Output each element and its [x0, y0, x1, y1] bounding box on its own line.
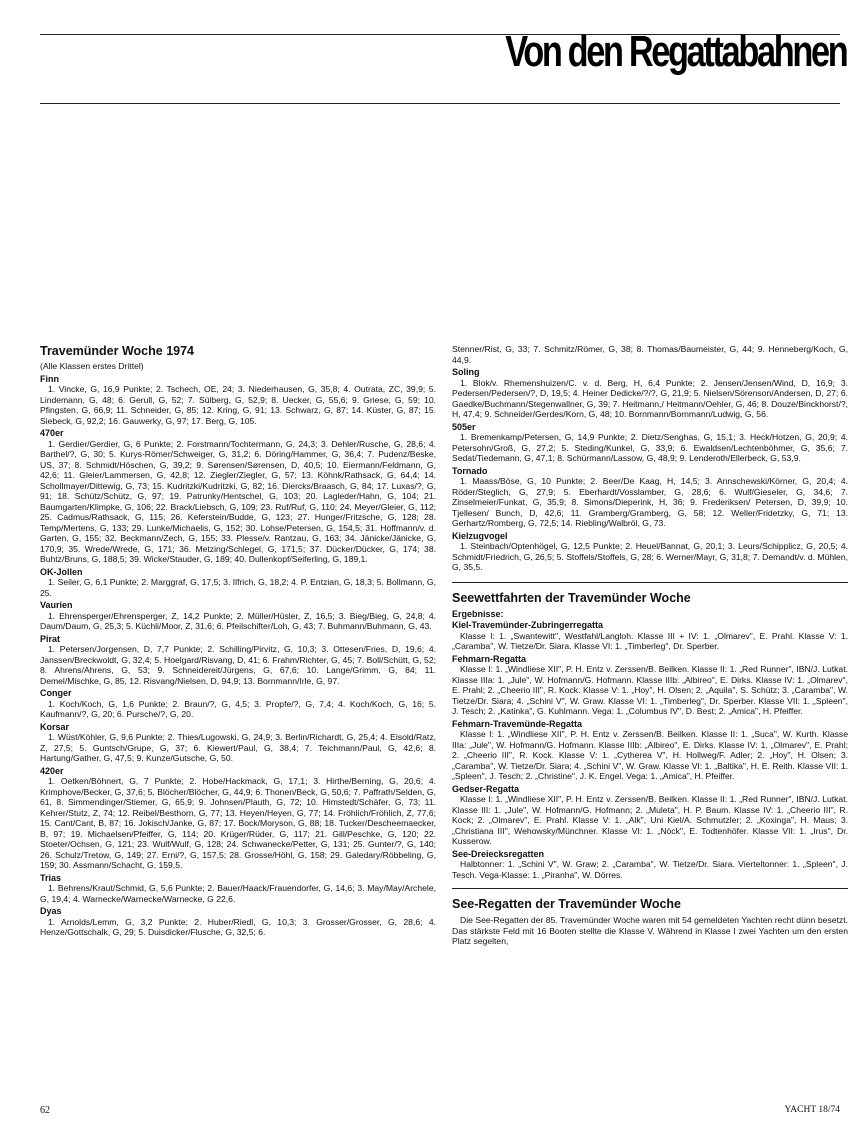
article-subtitle: (Alle Klassen erstes Drittel)	[40, 361, 144, 371]
section-title-see-regatten: See-Regatten der Travemünder Woche	[452, 888, 848, 912]
class-results-text: 1. Koch/Koch, G, 1,6 Punkte; 2. Braun/?, G, 4,5; 3. Propfe/?, G, 7,4; 4. Koch/Koch, G, 16; 5. Kaufmann/?, G, 20; 6. Pursche/?, G, 20.	[40, 698, 436, 719]
ergebnisse-label: Ergebnisse:	[452, 608, 504, 619]
class-heading: Korsar	[40, 721, 70, 732]
masthead-rule	[40, 103, 840, 104]
right-column	[452, 344, 848, 949]
page-number: 62	[40, 1105, 50, 1116]
class-heading: Fehmarn-Regatta	[452, 653, 527, 664]
class-results-text: Klasse I: 1. „Swantewitt", Westfahl/Langloh. Klasse III + IV: 1. „Olmarev", E. Prahl. Klasse V: 1. „Caramba", W. Tietze/Dr. Siara. Klasse VI: 1. „Timberleg", Dr. Sperber.	[452, 630, 848, 651]
class-heading: Trias	[40, 872, 62, 883]
right-class-results	[452, 367, 848, 573]
class-heading: Pirat	[40, 633, 61, 644]
class-results-text: 1. Behrens/Kraut/Schmid, G, 5,6 Punkte; 2. Bauer/Haack/Frauendorfer, G, 14,6; 3. May/May/Archele, G, 19,4; 4. Warnecke/Warnecke/Warnecke, G 22,6.	[40, 883, 436, 904]
class-results-text: 1. Wüst/Köhler, G, 9,6 Punkte; 2. Thies/Lugowski, G, 24,9; 3. Berlin/Richardt, G, 25,4; 4. Eisold/Ratz, Z, 27,5; 5. Guntsch/Grupe, G, 37; 6. Kiewert/Paul, G, 38,4; 7. Teichmann/Paul, G, 42,6; 8. Hartung/Gather, G, 47,5; 9. Kunze/Gutsche, G, 50.	[40, 732, 436, 763]
class-results-text: 1. Steinbach/Optenhögel, G, 12,5 Punkte; 2. Heuel/Bannat, G, 20,1; 3. Leurs/Schipplicz, G, 20,5; 4. Schmidt/Friedrich, G, 26,5; 5. Stoffels/Stoffels, G, 28; 6. Werner/Mayr, G, 31,8; 7. Demandt/v. d. Mühlen, G, 35,5.	[452, 541, 848, 572]
class-results-text: 1. Gerdier/Gerdier, G, 6 Punkte; 2. Forstmann/Tochtermann, G, 24,3; 3. Dehler/Rusche, G, 28,6; 4. Barthel/?, G, 30; 5. Kurys-Römer/Schweiger, G, 31,2; 6. Döring/Hammer, G, 36,4; 7. Pudenz/Beske, US, 37; 8. Schmidt/Höschen, G, 39,2; 9. Sørensen/Sørensen, D, 40,5; 10. Eiermann/Feldmann, G, 42,6; 11. Gleier/Lammersen, G, 42,8; 12. Ziegler/Ziegler, G, 57; 13. Köhnk/Rathsack, G, 64,4; 14. Schollmayer/Dittewig, G, 73; 15. Kudritzki/Kudritzki, G, 82; 16. Diercks/Braasch, G, 84; 17. Luxas/?, G, 91; 18. Schütz/Schütz, G, 97; 19. Patrunky/Hentschel, G, 103; 20. Lagleder/Hahn, G, 104; 21. Baumgarten/Klimpke, G, 106; 22. Brack/Liebsch, G, 109; 23. Ruf/Ruf, G, 110; 24. Meyer/Gleier, G, 112; 25. Cadmus/Rathsack, G, 115; 26. Keferstein/Budde, G, 123; 27. Hunger/Fritzsche, G, 128; 28. Temp/Mertens, G, 133; 29. Lunke/Michaelis, G, 152; 30. Lohse/Petersen, G, 154,5; 31. Hoffmann/v. d. Garten, G, 155; 32. Beckmann/Zech, G, 155; 33. Plesse/v. Rantzau, G, 163; 34. Jänicke/Jänicke, G, 170,9; 35. Wrede/Wrede, G, 171; 36. Metzing/Schlegel, G, 171,5; 37. Dücker/Dücker, G, 174; 38. Buhtz/Bruns, G, 188,5; 39. Wicke/Stauder, G, 189; 40. Dullenkopf/Seiferling, G, 189,1.	[40, 438, 436, 564]
class-results-text: 1. Ehrensperger/Ehrensperger, Z, 14,2 Punkte; 2. Müller/Hüsler, Z, 16,5; 3. Bieg/Bieg, G, 24,8; 4. Daum/Daum, G, 25,3; 5. Küchli/Moor, Z, 31,6; 6. Pfeilschifter/Loh, G, 43; 7. Buhmann/Buhmann, G, 43.	[40, 610, 436, 631]
class-results-text: Klasse I: 1. „Windliese XII", P. H. Entz v. Zerssen/B. Beilken. Klasse II: 1. „Red Runner", IBN/J. Lutkat. Klasse IIIa: 1. „Jule", W. Hofmann/G. Hofmann. Klasse IIIb: „Albireo", E. Dirks. Klasse IV: 1. „Olmarev", E. Prahl; 2. „Cheerio III", R. Kock. Klasse V: 1. „Hoy", H. Olsen; 2. „Aquila", S. Schütz; 3. „Caramba", W. Tietze/Dr. Siara; 4. „Schini V", W. Graw. Klasse VI: 1. „Timberleg", Dr. Sperber. Klasse VII: 1. „Spleen", J. Tesch; 2. „Katinka", G. Kuhlmann. Vega: 1. „Columbus IV", D. Best; 2. „Amica", H. Pfeiffer.	[452, 664, 848, 716]
class-heading: Fehmarn-Travemünde-Regatta	[452, 718, 583, 729]
class-heading: Finn	[40, 373, 59, 384]
class-heading: 420er	[40, 765, 64, 776]
class-heading: Dyas	[40, 906, 62, 916]
left-column	[40, 344, 436, 940]
article-title: Travemünder Woche 1974	[40, 344, 195, 358]
class-heading: Soling	[452, 367, 480, 377]
class-results-text: 1. Vincke, G, 16,9 Punkte; 2. Tschech, OE, 24; 3. Niederhausen, G, 35,8; 4. Outrata, ZC, 39,9; 5. Lindemann, G, 48; 6. Gerull, G, 52; 7. Sülberg, G, 52,9; 8. Uecker, G, 55,6; 9. Griese, G, 59; 10. Pfingsten, G, 66,9; 11. Schneider, G, 85; 12. Kring, G, 91; 13. Schwarz, G, 87; 14. Küster, G, 87; 15. Siebeck, G, 92,2; 16. Gauwerky, G, 97; 17. Berg, G, 105.	[40, 384, 436, 426]
class-heading: 470er	[40, 428, 64, 438]
class-results-text: Klasse I: 1. „Windliese XII", P. H. Entz v. Zerssen/B. Beilken. Klasse II: 1. „Suca", W. Kurth. Klasse IIIa: „Jule", W. Hofmann/G. Hofmann. Klasse IIIb: „Albireo", E. Dirks. Klasse IV: 1. „Olmarev", E. Prahl; 2. „Cheerio III", R. Kock. Klasse V: 1. „Cytherea V", H. Hollweg/F. Adler; 2. „Hoy", H. Olsen; 3. „Caramba", W. Tietze/Dr. Siara; 4. „Schini V", W. Graw. Klasse VI: 1. „Baltika", H. E. Reith. Klasse VII: 1. „Spleen", J. Tesch; 2. „Christine", J. K. Engel. Vega: 1. „Amica", H. Pfeiffer.	[452, 729, 848, 781]
section-title-seewettfahrten: Seewettfahrten der Travemünder Woche	[452, 582, 848, 606]
class-heading: Conger	[40, 688, 72, 698]
class-heading: Vaurien	[40, 600, 73, 610]
left-class-results	[40, 374, 436, 938]
dyas-continuation: Stenner/Rist, G, 33; 7. Schmitz/Römer, G, 38; 8. Thomas/Baumeister, G, 44; 9. Henneberg/Koch, G, 44,9.	[452, 344, 848, 365]
class-heading: Gedser-Regatta	[452, 783, 520, 794]
class-results-text: 1. Petersen/Jorgensen, D, 7,7 Punkte; 2. Schilling/Pirvitz, G, 10,3; 3. Ottesen/Fries, D, 19,6; 4. Janssen/Breckwoldt, G, 32,4; 5. Hoelgard/Risvang, D, 41; 6. Frahm/Richter, G, 45; 7. Boll/Schütt, G, 52; 8. Ahrens/Ahrens, G, 53; 9. Schneidereit/Jürgens, G, 67,6; 10. Lange/Grimm, G, 84; 11. Demel/Mischke, G, 85, 12. Risvang/Nielsen, D, 94,9; 13. Bornmann/Irle, G, 97.	[40, 644, 436, 686]
class-results-text: Halbtonner: 1. „Schini V", W. Graw; 2. „Caramba", W. Tietze/Dr. Siara. Vierteltonner: 1. „Spleen", J. Tesch. Vega-Klasse: 1. „Piranha", W. Dörres.	[452, 859, 848, 880]
class-heading: Kiel-Travemünder-Zubringerregatta	[452, 620, 604, 630]
magazine-issue: YACHT 18/74	[784, 1105, 840, 1115]
see-regatten-paragraph: Die See-Regatten der 85. Travemünder Woche waren mit 54 gemeldeten Yachten recht dünn besetzt. Das stärkste Feld mit 16 Booten stellte die Klasse V. Während in Klasse I zwei Yachten um den ersten Platz segelten,	[452, 915, 848, 946]
class-heading: See-Dreiecksregatten	[452, 848, 545, 859]
class-results-text: 1. Seiler, G, 6,1 Punkte; 2. Marggraf, G, 17,5; 3. Ilfrich, G, 18,2; 4. P. Entzian, G, 18,3; 5. Bollmann, G, 25.	[40, 577, 436, 598]
class-heading: Tornado	[452, 465, 488, 476]
class-results-text: 1. Arnolds/Lemm, G, 3,2 Punkte; 2. Huber/Riedl, G, 10,3; 3. Grosser/Grosser, G, 28,6; 4. Henze/Gottschalk, G, 29; 5. Duisdicker/Flusche, G, 32,5; 6.	[40, 916, 436, 937]
class-results-text: 1. Maass/Böse, G, 10 Punkte; 2. Beer/De Kaag, H, 14,5; 3. Annschewski/Körner, G, 20,4; 4. Röder/Steglich, G, 27,9; 5. Eberhardt/Vosslamber, G, 28,6; 6. Wulf/Gieseler, G, 34,6; 7. Zinselmeier/Funkat, G, 35,9; 8. Simons/Dieperink, H, 36; 9. Frederiksen/ Petersen, D, 39,9; 10. Tjellesen/ Bunch, D, 42,6; 11. Gramberg/Gramberg, G, 58; 12. Weller/Fridetzky, G, 71; 13. Gerhartz/Romberg, G, 72,5; 14. Riebling/Walbröl, G, 73.	[452, 476, 848, 528]
class-results-text: 1. Oetken/Böhnert, G, 7 Punkte; 2. Hobe/Hackmack, G, 17,1; 3. Hirthe/Berning, G, 20,6; 4. Krimphove/Becker, G, 37,6; 5. Blöcher/Blöcher, G, 44,9; 6. Thonen/Beck, G, 50,6; 7. Paffrath/Selden, G, 61, 8. Simmendinger/Stiemer, G, 65,9; 9. Johnsen/Plauth, G, 72; 10. Himstedt/Schäfer, G, 73; 11. Kehrer/Stutz, Z, 74; 12. Reibel/Besthorn, G, 77; 13. Heyen/Heyen, G, 77; 14. Fröhlich/Fröhlich, Z, 77,6; 15. Cant/Cant, B, 87; 16. Jokisch/Janke, G, 87; 17. Bock/Moryson, G, 88; 18. Tucker/Descheemaecker, B, 97; 19. Michaelsen/Pfeiffer, G, 114; 20. Krüger/Rüder, G, 117; 21. Gill/Peschke, G, 120; 22. Stoeter/Ochsen, G, 121; 23. Wulf/Wulf, G, 128; 24. Schwanecke/Petter, G, 131; 25. Gunter/?, G, 140; 26. Schulz/Tretow, G, 149; 27. Erni/?, G, 157,5; 28. Grosse/Höhl, G, 158; 29. Galedary/Röbbeling, G, 159; 30. Assmann/Schacht, G, 159,5.	[40, 776, 436, 870]
regatta-results	[452, 620, 848, 880]
class-heading: OK-Jollen	[40, 566, 83, 577]
class-results-text: Klasse I: 1. „Windliese XII", P. H. Entz v. Zerssen/B. Beilken. Klasse II: 1. „Red Runner", IBN/J. Lutkat. Klasse III: 1. „Jule", W. Hofmann/G. Hofmann; 2. „Muleta", H. P. Baum. Klasse IV: 1. „Cheerio III", R. Kock; 2. „Olmarev", E. Prahl. Klasse V: 1. „Alk", Uni Kiel/A. Schmutzler; 2. „Koxinga", H. Maus; 3. „Christiana III", Wehowsky/Münchner. Klasse VI: 1. „Nöck", E. Todtenhöfer. Klasse VII: 1. „Irus", Dr. Kusserow.	[452, 794, 848, 846]
class-heading: 505er	[452, 421, 476, 432]
masthead: Von den Regattabahnen	[504, 27, 846, 76]
class-results-text: 1. Bremenkamp/Petersen, G, 14,9 Punkte; 2. Dietz/Senghas, G, 15,1; 3. Heck/Hotzen, G, 20,9; 4. Petersohn/Groß, G, 27,2; 5. Steding/Kunkel, G, 33,9; 6. Ewaldsen/Lechtenböhmer, G, 35,6; 7. Sedat/Tiedemann, G, 47,1; 8. Schürmann/Lassow, G, 48,9; 9. Lenderoth/Ellerbeck, G, 53,9.	[452, 432, 848, 463]
class-results-text: 1. Blok/v. Rhemenshuizen/C. v. d. Berg, H, 6,4 Punkte; 2. Jensen/Jensen/Wind, D, 16,9; 3. Pedersen/Pedersen/?, D, 19,5; 4. Heiner Dedicke/?/?, G, 21,9; 5. Nielsen/Sörenson/Andersen, D, 27; 6. Gaedke/Buchmann/Stegenwallner, G, 39; 7. Heitmann,/ Heitmann/Oehler, G, 46; 8. Douze/Binckhorst/?, H, 47,4; 9. Schneider/Gerdes/Korn, G, 48; 10. Bornmann/Bornmann/Ludwig, G, 56.	[452, 377, 848, 419]
class-heading: Kielzugvogel	[452, 530, 508, 541]
